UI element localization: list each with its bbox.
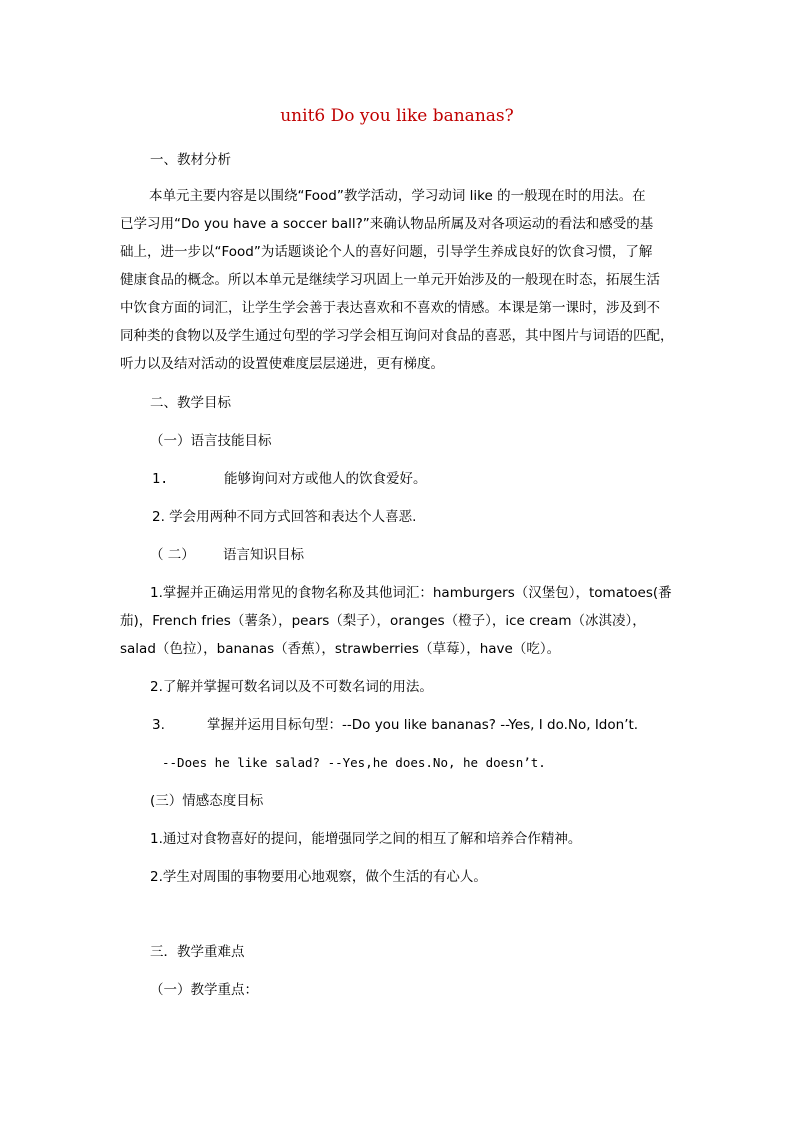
section2-sub2-item1-line-3: salad（色拉），bananas（香蕉），strawberries（草莓），have（吃）。 [120,641,561,657]
section2-sub2-item3-number: 3. [152,717,165,733]
section2-sub2-item1-line-1: 1.掌握并正确运用常见的食物名称及其他词汇：hamburgers（汉堡包），tomatoes(番 [150,585,672,601]
section1-line-5: 中饮食方面的词汇，让学生学会善于表达喜欢和不喜欢的情感。本课是第一课时，涉及到不 [120,300,660,316]
section3-heading: 三．教学重难点 [150,944,245,960]
section2-sub2-item1-line-2: 茄)，French fries（薯条），pears（梨子），oranges（橙子），ice cream（冰淇凌）， [120,613,646,629]
section3-sub1-heading: （一）教学重点： [150,982,258,998]
section2-heading: 二、教学目标 [150,395,231,411]
section1-line-1: 本单元主要内容是以围绕“Food”教学活动，学习动词 like 的一般现在时的用法。在 [149,188,646,204]
section1-line-4: 健康食品的概念。所以本单元是继续学习巩固上一单元开始涉及的一般现在时态，拓展生活 [120,272,660,288]
section2-sub2-item2: 2.了解并掌握可数名词以及不可数名词的用法。 [150,679,433,695]
section2-sub2-item3-text: 掌握并运用目标句型：--Do you like bananas? --Yes, I do.No, Idon’t. [207,717,639,733]
section1-line-2: 已学习用“Do you have a soccer ball?”来确认物品所属及对各项运动的看法和感受的基 [120,216,654,232]
section2-sub1-heading: （一）语言技能目标 [150,433,272,449]
section1-heading: 一、教材分析 [150,152,231,168]
section2-sub3-heading: (三）情感态度目标 [150,793,264,809]
section2-sub1-item1-text: 能够询问对方或他人的饮食爱好。 [224,471,427,487]
section1-line-7: 听力以及结对活动的设置使难度层层递进，更有梯度。 [120,356,444,372]
section2-sub2-heading-number: （ 二） [150,547,195,563]
document-title: unit6 Do you like bananas? [280,106,514,126]
section2-sub2-item3-continuation: --Does he like salad? --Yes,he does.No, he doesn’t. [162,755,546,770]
section1-line-3: 础上，进一步以“Food”为话题谈论个人的喜好问题，引导学生养成良好的饮食习惯，了解 [120,244,653,260]
section1-line-6: 同种类的食物以及学生通过句型的学习学会相互询问对食品的喜恶，其中图片与词语的匹配， [120,328,674,344]
section2-sub1-item2: 2. 学会用两种不同方式回答和表达个人喜恶. [152,509,417,525]
section2-sub3-item2: 2.学生对周围的事物要用心地观察，做个生活的有心人。 [150,869,487,885]
section2-sub3-item1: 1.通过对食物喜好的提问，能增强同学之间的相互了解和培养合作精神。 [150,831,582,847]
section2-sub1-item1-number: 1. [152,471,169,487]
section2-sub2-heading-text: 语言知识目标 [223,547,304,563]
